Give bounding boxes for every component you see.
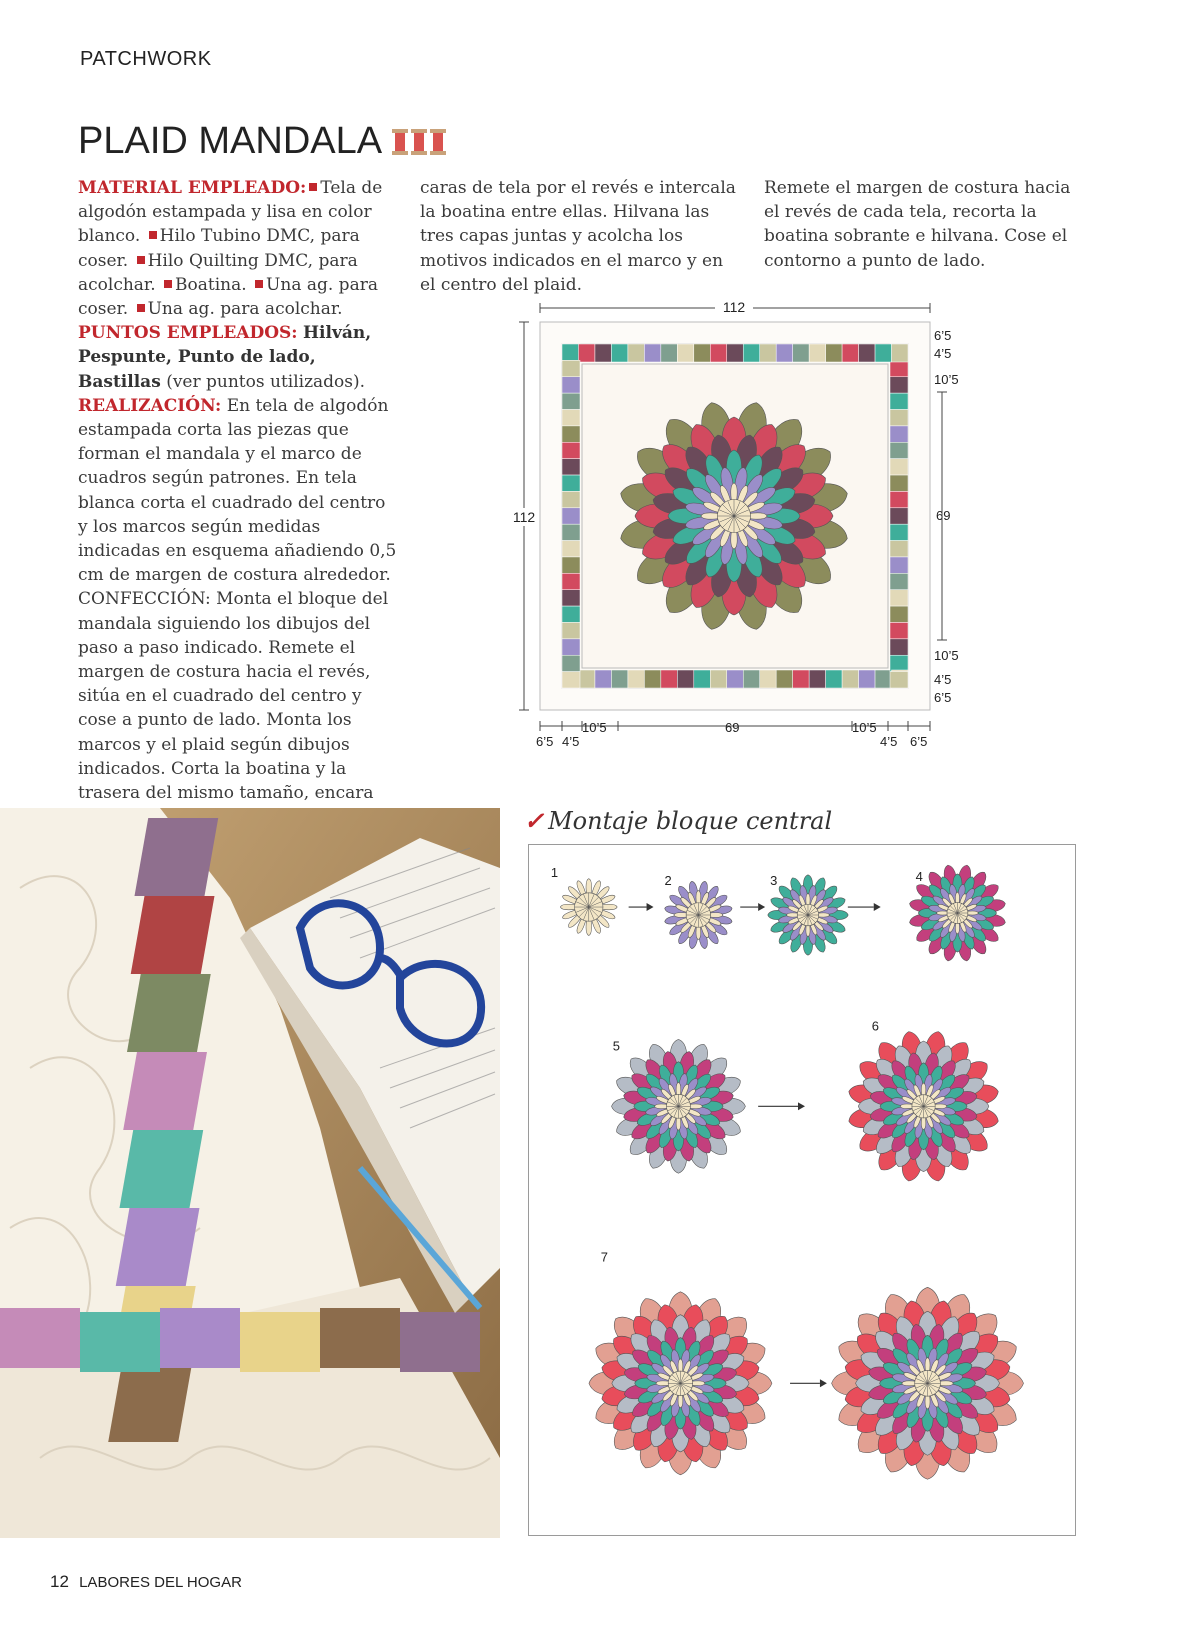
step-label-1: 1	[550, 865, 559, 881]
article-title	[78, 120, 446, 163]
right-label-6: 4’5	[934, 672, 952, 687]
bottom-label-5: 10’5	[852, 720, 877, 735]
text-column-2	[420, 176, 740, 297]
bottom-label-4: 69	[725, 720, 740, 735]
check-icon: ✓	[524, 806, 545, 835]
col2-body: caras de tela por el revés e intercala la boatina entre ellas. Hilvana las tres capas juntas y acolcha los motivos indicados en el marco y en el centro del plaid.	[420, 178, 736, 295]
text-column-3	[764, 176, 1089, 273]
step-label-3: 3	[770, 873, 778, 889]
page-number: 12	[50, 1572, 69, 1591]
text-column-1	[78, 176, 398, 829]
step-label-4: 4	[915, 869, 923, 885]
puntos-rest: (ver puntos utilizados).	[166, 371, 366, 392]
step-label-2: 2	[664, 873, 672, 889]
right-label-3: 10’5	[934, 372, 959, 387]
material-item-2: Hilo Quilting DMC, para acolchar.	[78, 250, 358, 295]
left-height-label: 112	[512, 509, 536, 525]
col3-body: Remete el margen de costura hacia el revés de cada tela, recorta la boatina sobrante e hilvana. Cose el contorno a punto de lado.	[764, 178, 1071, 271]
right-label-7: 6’5	[934, 690, 952, 705]
step-label-5: 5	[612, 1038, 620, 1054]
quilt-schematic	[512, 299, 1000, 770]
right-label-1: 6’5	[934, 328, 952, 343]
puntos-label: PUNTOS EMPLEADOS:	[78, 323, 298, 344]
difficulty-spools-icon	[392, 129, 446, 155]
material-item-5: Una ag. para acolchar.	[147, 299, 343, 320]
right-label-5: 10’5	[934, 648, 959, 663]
realizacion-body: En tela de algodón estampada corta las piezas que forman el mandala y el marco de cuadros según patrones. En tela blanca corta el cuadrado del centro y los marcos según medidas indicadas en esquema añadiendo 0,5 cm de margen de costura alrededor. CONFECCIÓN: Monta el bloque del mandala siguiendo los dibujos del paso a paso indicado. Remete el margen de costura hacia el revés, sitúa en el cuadrado del centro y cose a punto de lado. Monta los marcos y el plaid según dibujos indicados. Corta la boatina y la trasera del mismo tamaño, encara	[78, 395, 397, 804]
material-item-3: Boatina.	[175, 274, 247, 295]
title-text: PLAID MANDALA	[78, 120, 383, 162]
step-label-6: 6	[871, 1018, 879, 1034]
bottom-label-7: 6’5	[910, 734, 928, 749]
material-body: Tela de algodón estampada y lisa en color blanco.	[78, 178, 383, 247]
material-label: MATERIAL EMPLEADO:	[78, 178, 307, 198]
top-width-label: 112	[722, 299, 746, 315]
right-label-2: 4’5	[934, 346, 952, 361]
bottom-label-3: 10’5	[582, 720, 607, 735]
bottom-label-1: 6’5	[536, 734, 554, 749]
quilt-photo	[0, 808, 500, 1538]
step-label-7: 7	[600, 1249, 608, 1265]
magazine-name: LABORES DEL HOGAR	[79, 1574, 242, 1591]
montaje-steps	[528, 844, 1076, 1536]
montaje-title: ✓ Montaje bloque central	[524, 806, 833, 835]
page-footer	[50, 1572, 242, 1592]
right-label-4: 69	[936, 508, 951, 523]
material-item-4: Una ag. para coser.	[78, 274, 378, 320]
bottom-label-2: 4’5	[562, 734, 580, 749]
material-item-1: Hilo Tubino DMC, para coser.	[78, 226, 360, 271]
bottom-label-6: 4’5	[880, 734, 898, 749]
puntos-bold: Hilván, Pespunte, Punto de lado, Bastillas	[78, 323, 372, 392]
realizacion-label: REALIZACIÓN:	[78, 395, 222, 416]
section-tag: PATCHWORK	[80, 48, 212, 70]
